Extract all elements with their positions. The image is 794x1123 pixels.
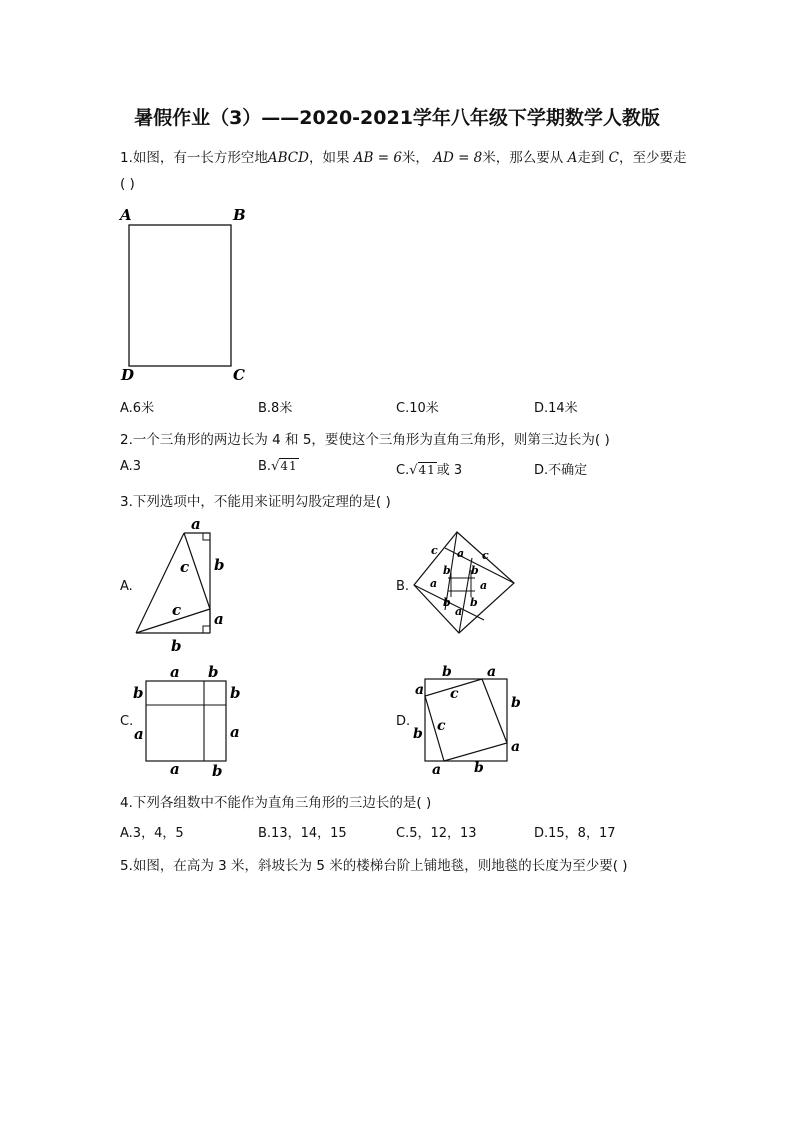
fig-b-letter-a-2: a	[430, 577, 438, 590]
q1-point-a: A	[567, 150, 578, 166]
q1-expr-ab: AB = 6	[353, 150, 402, 166]
q3-option-c-figure[interactable]	[130, 662, 245, 782]
q1-text-d: 米，那么要从	[482, 150, 564, 166]
fig-a-letter-c-lower: c	[172, 601, 182, 619]
q2-option-c-radicand: 41	[418, 463, 436, 477]
q1-text-e: 走到	[577, 150, 605, 166]
q1-answer-paren: ( )	[120, 176, 135, 192]
fig-b-letter-c-2: c	[482, 549, 489, 562]
question-1-text	[120, 146, 686, 166]
q1-option-c[interactable]: C.10米	[396, 401, 439, 416]
fig-b-letter-a-4: a	[455, 605, 463, 618]
fig-a-letter-c-upper: c	[180, 558, 190, 576]
q2-option-b-radicand: 41	[280, 459, 298, 473]
fig-b-letter-b-4: b	[470, 596, 478, 609]
fig-a-letter-b-right: b	[214, 556, 225, 574]
fig-a-letter-a-right: a	[214, 610, 224, 628]
q1-rect-name: ABCD	[267, 150, 309, 166]
q4-option-d[interactable]: D.15，8，17	[534, 826, 616, 841]
fig-d-letter-c-lower: c	[437, 718, 446, 734]
fig-d-letter-b-top: b	[442, 664, 452, 680]
fig-b-letter-b-3: b	[443, 596, 451, 609]
q3-option-a-figure[interactable]	[128, 512, 233, 657]
fig-c-letter-b-bottom: b	[212, 762, 223, 780]
q1-point-c: C	[608, 150, 619, 166]
q1-rect-shape	[129, 225, 231, 366]
q1-label-a: A	[120, 206, 132, 224]
q1-label-d: D	[121, 366, 135, 384]
q3-option-d-figure[interactable]	[410, 662, 525, 782]
q1-rectangle-figure	[115, 203, 255, 385]
q2-option-c[interactable]	[396, 459, 462, 478]
question-2-text: 2.一个三角形的两边长为 4 和 5，要使这个三角形为直角三角形，则第三边长为( )	[120, 432, 610, 448]
fig-c-letter-a-left: a	[134, 725, 144, 743]
q1-expr-ad: AD = 8	[433, 150, 483, 166]
fig-c-letter-b-right: b	[230, 684, 241, 702]
q1-option-a[interactable]: A.6米	[120, 401, 155, 416]
sqrt-icon: √41	[271, 459, 298, 474]
fig-d-letter-c-upper: c	[450, 686, 459, 702]
q1-text-c: 米，	[401, 150, 429, 166]
q4-option-a[interactable]: A.3，4，5	[120, 826, 184, 841]
fig-d-letter-b-right: b	[511, 695, 521, 711]
fig-d-letter-a-right: a	[511, 739, 521, 755]
fig-d-letter-b-bottom: b	[474, 760, 484, 776]
q3-option-a-label[interactable]: A.	[120, 579, 133, 594]
q3-option-d-label[interactable]: D.	[396, 714, 411, 729]
q3-option-b-label[interactable]: B.	[396, 579, 410, 594]
q1-label-b: B	[233, 206, 246, 224]
fig-c-letter-b-top: b	[208, 663, 219, 681]
q4-option-b[interactable]: B.13，14，15	[258, 826, 347, 841]
q3-option-c-label[interactable]: C.	[120, 714, 134, 729]
fig-d-letter-b-left: b	[413, 726, 423, 742]
fig-c-letter-b-left: b	[133, 684, 144, 702]
fig-b-letter-c-1: c	[431, 544, 438, 557]
fig-b-letter-a-1: a	[457, 547, 465, 560]
q2-option-c-prefix: C.	[396, 463, 410, 478]
fig-c-letter-a-top: a	[170, 663, 180, 681]
q4-option-c[interactable]: C.5，12，13	[396, 826, 477, 841]
sqrt-icon: √41	[409, 463, 436, 478]
fig-a-letter-a-top: a	[191, 515, 201, 533]
fig-b-letter-b-2: b	[471, 564, 479, 577]
fig-b-letter-a-3: a	[480, 579, 488, 592]
q1-option-b[interactable]: B.8米	[258, 401, 293, 416]
fig-d-letter-a-top: a	[487, 664, 497, 680]
question-4-text: 4.下列各组数中不能作为直角三角形的三边长的是( )	[120, 795, 432, 811]
q3-option-b-figure[interactable]	[408, 530, 523, 640]
fig-a-letter-b-bottom: b	[171, 637, 182, 655]
q1-text-b: ，如果	[308, 150, 350, 166]
q2-option-d[interactable]: D.不确定	[534, 463, 588, 478]
fig-c-letter-a-right: a	[230, 723, 240, 741]
fig-c-letter-a-bottom: a	[170, 760, 180, 778]
q2-option-b-prefix: B.	[258, 459, 272, 474]
q2-option-b[interactable]	[258, 459, 299, 474]
q1-option-d[interactable]: D.14米	[534, 401, 578, 416]
fig-b-letter-b-1: b	[443, 564, 451, 577]
q1-label-c: C	[233, 366, 245, 384]
fig-d-letter-a-left: a	[415, 682, 425, 698]
question-3-text: 3.下列选项中，不能用来证明勾股定理的是( )	[120, 494, 391, 510]
q1-text-a: 1.如图，有一长方形空地	[120, 150, 268, 166]
fig-d-letter-a-bottom: a	[432, 762, 442, 778]
q2-option-a[interactable]: A.3	[120, 459, 142, 474]
question-5-text: 5.如图，在高为 3 米，斜坡长为 5 米的楼梯台阶上铺地毯，则地毯的长度为至少要( )	[120, 858, 628, 874]
q2-option-c-suffix: 或 3	[436, 463, 463, 478]
q1-text-f: ，至少要走	[618, 150, 687, 166]
page-title: 暑假作业（3）——2020-2021学年八年级下学期数学人教版	[134, 107, 660, 129]
